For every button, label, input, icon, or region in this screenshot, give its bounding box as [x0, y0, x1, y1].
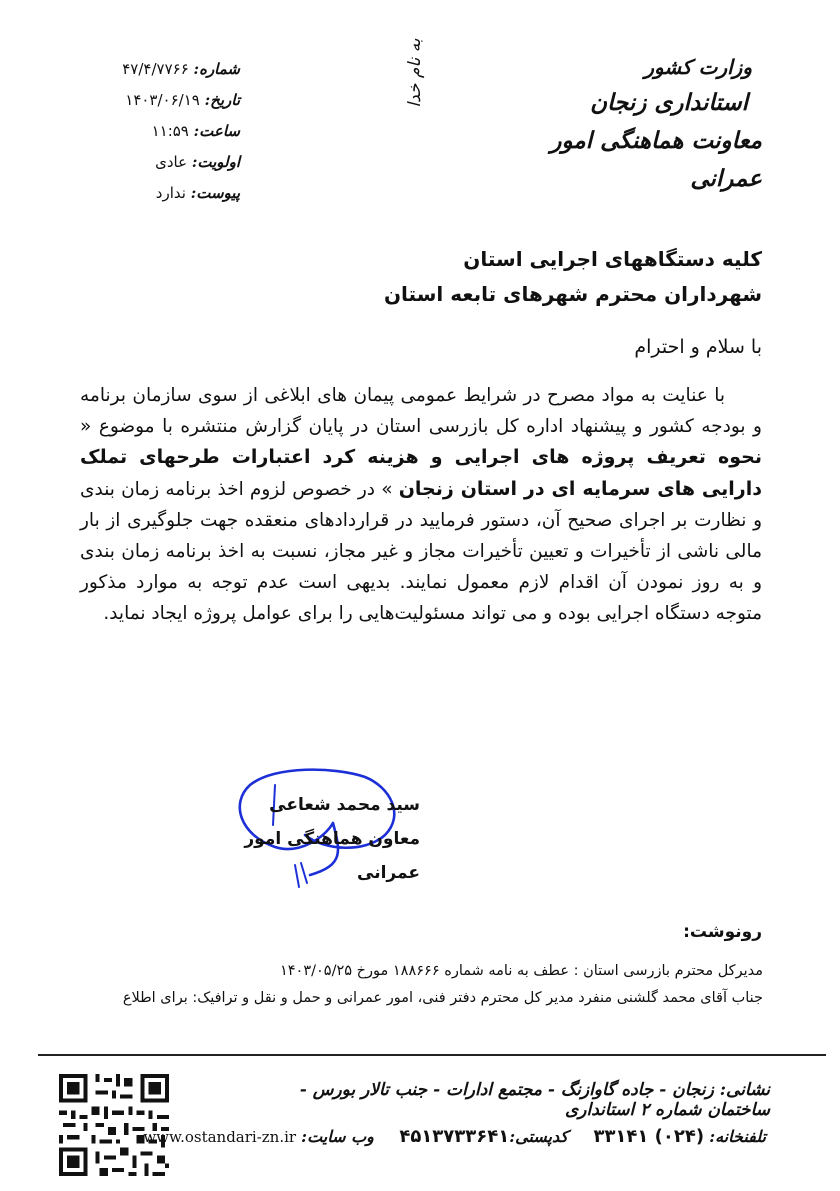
body-text-1: با عنایت به مواد مصرح در شرایط عمومی پیمان های ابلاغی از سوی سازمان برنامه و بودجه کشور و پیشنهاد اداره کل بازرسی استان در پایان گزارش منتشره با موضوع «	[80, 385, 762, 438]
meta-time	[90, 116, 240, 147]
phone-number: (۰۲۴) ۳۳۱۴۱	[593, 1126, 705, 1147]
meta-number-label: شماره:	[193, 60, 240, 78]
org-ministry: وزارت کشور	[644, 55, 752, 79]
meta-priority-label: اولویت:	[191, 153, 240, 171]
cc-list	[80, 958, 763, 1012]
signature-block	[240, 788, 420, 890]
website-link[interactable]: www.ostandari-zn.ir	[143, 1128, 297, 1146]
signer-title: معاون هماهنگی امور عمرانی	[244, 829, 420, 883]
signer-name: سید محمد شعاعی	[269, 795, 420, 815]
postal-label: کدپستی:	[509, 1127, 569, 1146]
meta-date	[90, 85, 240, 116]
bismillah-heading: به نام خدا	[405, 38, 425, 108]
cc-item: مدیرکل محترم بازرسی استان : عطف به نامه شماره ۱۸۸۶۶۶ مورخ ۱۴۰۳/۰۵/۲۵	[279, 963, 763, 979]
footer-address: نشانی: زنجان - جاده گاوازنگ - مجتمع ادارات - جنب تالار بورس - ساختمان شماره ۲ استانداری	[299, 1080, 770, 1120]
recipient-line-1: کلیه دستگاههای اجرایی استان	[463, 247, 762, 271]
letter-body	[80, 380, 762, 630]
body-text-2: » در خصوص لزوم اخذ برنامه زمان بندی و نظارت بر اجرای صحیح آن، دستور فرمایید در قراردادهای منعقده جهت جلوگیری از بار مالی ناشی از تأخیرات و تعیین تأخیرات مجاز و غیر مجاز، نسبت به اخذ برنامه زمان بندی و به روز نمودن آن اقدام لازم معمول نمایند. بدیهی است عدم توجه به موارد مذکور متوجه دستگاه اجرایی بوده و می تواند مسئولیت‌هایی را برای عوامل پروژه ایجاد نماید.	[80, 478, 762, 625]
website-label: وب سایت:	[301, 1127, 374, 1146]
recipient-line-2: شهرداران محترم شهرهای تابعه استان	[383, 282, 762, 306]
cc-item: جناب آقای محمد گلشنی منفرد مدیر کل محترم دفتر فنی، امور عمرانی و حمل و نقل و ترافیک: برای اطلاع	[122, 990, 763, 1006]
organization-header	[502, 50, 762, 198]
org-deputy: معاونت هماهنگی امور عمرانی	[550, 127, 762, 192]
body-subject-bold: نحوه تعریف پروژه های اجرایی و هزینه کرد اعتبارات طرحهای تملک دارایی های سرمایه ای در استان زنجان	[80, 446, 762, 500]
meta-time-value: ۱۱:۵۹	[151, 122, 189, 140]
meta-priority	[90, 147, 240, 178]
meta-priority-value: عادی	[155, 153, 188, 171]
meta-number	[90, 54, 240, 85]
greeting: با سلام و احترام	[634, 336, 762, 358]
recipients	[162, 242, 762, 312]
footer-divider	[38, 1054, 826, 1056]
meta-date-label: تاریخ:	[204, 91, 240, 109]
meta-date-value: ۱۴۰۳/۰۶/۱۹	[125, 91, 200, 109]
cc-heading: رونوشت:	[683, 922, 762, 942]
meta-time-label: ساعت:	[193, 122, 240, 140]
meta-number-value: ۴۷/۴/۷۷۶۶	[122, 60, 189, 78]
meta-attachment-label: پیوست:	[190, 184, 240, 202]
meta-attachment-value: ندارد	[155, 184, 186, 202]
postal-code: ۴۵۱۳۷۳۳۶۴۱	[399, 1126, 510, 1147]
phone-label: تلفنخانه:	[709, 1127, 766, 1146]
org-governorate: استانداری زنجان	[590, 89, 748, 116]
qr-code-icon	[54, 1070, 174, 1180]
letter-meta	[90, 54, 240, 209]
footer-contact	[143, 1126, 766, 1147]
meta-attachment	[90, 178, 240, 209]
